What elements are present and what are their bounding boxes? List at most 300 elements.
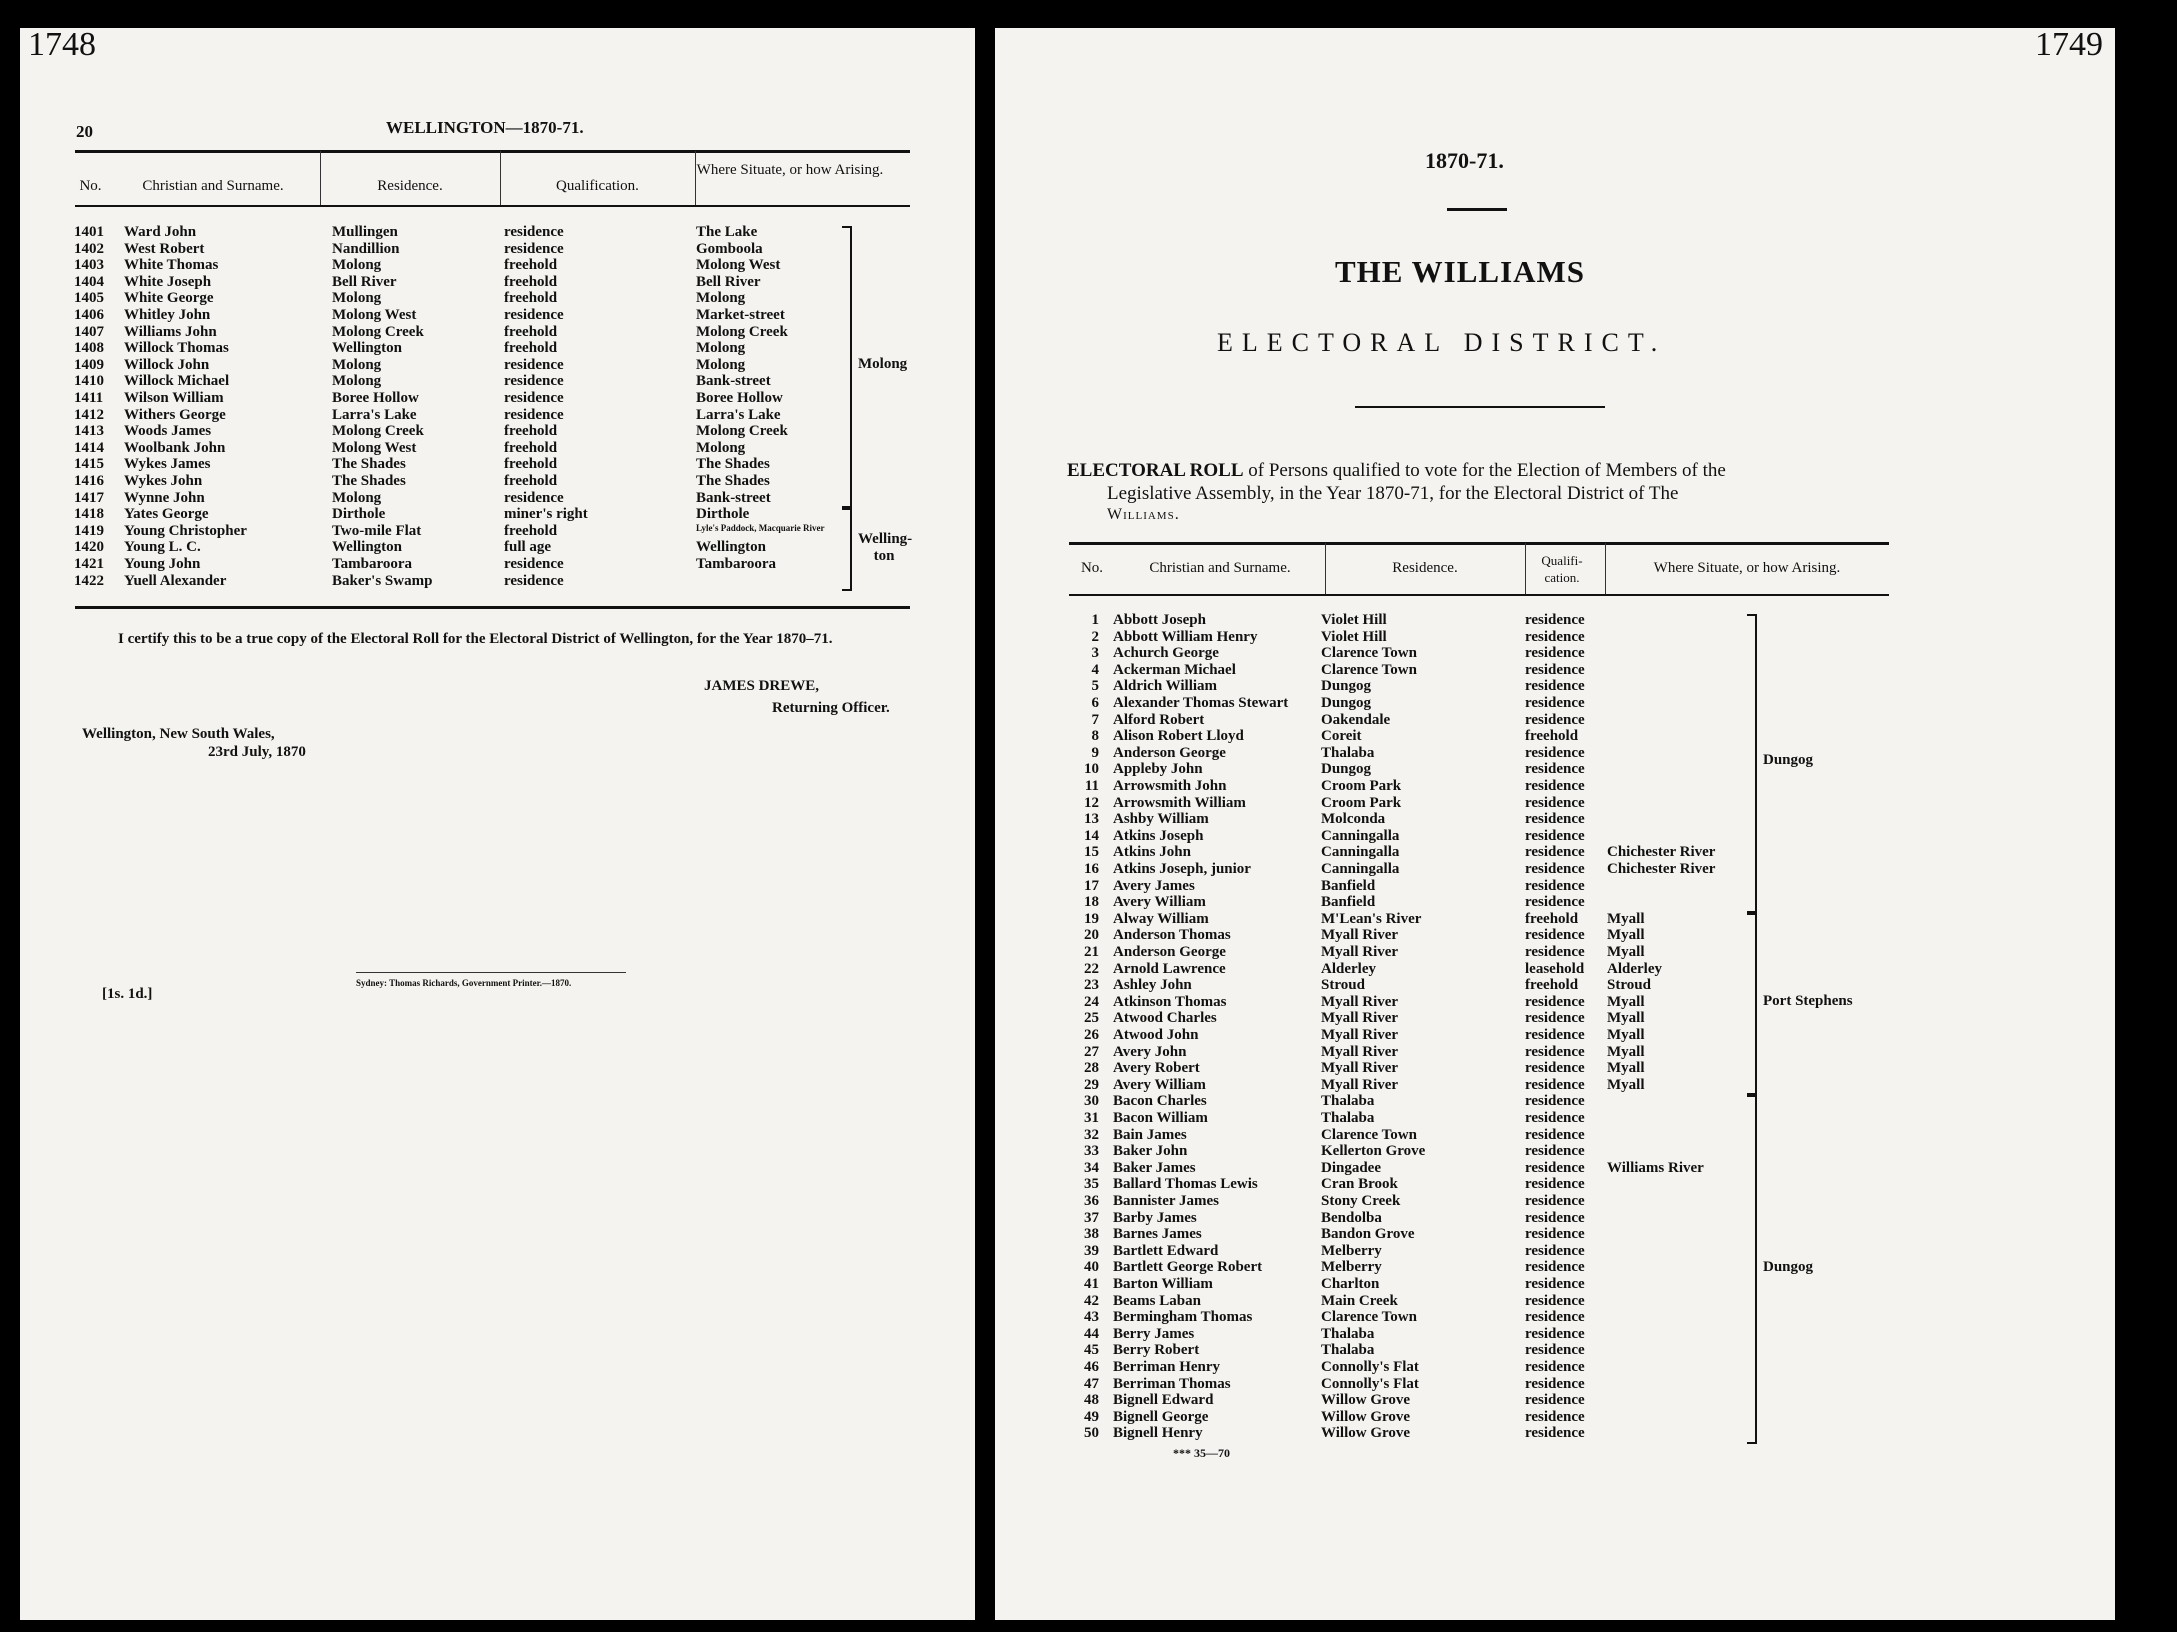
cell-no: 17	[1084, 877, 1099, 894]
table-row	[995, 1276, 2115, 1293]
cell-qual: residence	[504, 406, 564, 423]
cell-qual: residence	[1525, 612, 1585, 628]
cell-no: 41	[1084, 1276, 1099, 1292]
cell-name: Williams John	[124, 323, 217, 340]
cell-residence: Main Creek	[1321, 1292, 1398, 1309]
cell-qual: leasehold	[1525, 960, 1585, 977]
cell-residence: Kellerton Grove	[1321, 1143, 1426, 1160]
table-row	[995, 1010, 2115, 1027]
cell-name: Atwood John	[1113, 1027, 1199, 1043]
table-row	[995, 612, 2115, 629]
cell-residence: Connolly's Flat	[1321, 1375, 1419, 1392]
cell-qual: residence	[1525, 927, 1585, 944]
cell-qual: freehold	[504, 473, 558, 489]
cell-no: 39	[1084, 1242, 1099, 1259]
table-row	[995, 712, 2115, 729]
cell-qual: residence	[1525, 1060, 1585, 1077]
cell-no: 48	[1084, 1392, 1099, 1409]
cell-residence: Myall River	[1321, 944, 1399, 960]
table-top-rule	[1069, 542, 1889, 545]
group-label: Dungog	[1763, 1258, 1814, 1275]
cell-no: 2	[1091, 628, 1099, 645]
cell-residence: Willow Grove	[1321, 1392, 1411, 1409]
cell-qual: residence	[1525, 1242, 1585, 1259]
cell-name: Avery John	[1113, 1043, 1187, 1060]
intro-text	[1067, 460, 1726, 482]
table-row	[20, 390, 975, 407]
cell-residence: The Shades	[332, 456, 406, 473]
cell-name: Berriman Thomas	[1113, 1375, 1231, 1392]
cell-where: Myall	[1607, 927, 1645, 944]
cell-name: Ballard Thomas Lewis	[1113, 1176, 1258, 1193]
cell-residence: Molong West	[332, 439, 417, 456]
table-row	[995, 1392, 2115, 1409]
column-header: Christian and Surname.	[142, 178, 284, 194]
cell-name: Withers George	[124, 406, 226, 423]
cell-qual: residence	[1525, 1375, 1585, 1392]
cell-no: 40	[1084, 1259, 1099, 1276]
cell-residence: The Shades	[332, 473, 406, 489]
column-header: Christian and Surname.	[1149, 560, 1291, 576]
cell-no: 27	[1084, 1043, 1099, 1060]
cell-residence: Coreit	[1321, 728, 1362, 745]
cell-qual: residence	[1525, 993, 1585, 1010]
cell-name: Berry James	[1113, 1325, 1195, 1342]
column-divider	[320, 151, 321, 205]
cell-qual: residence	[1525, 1342, 1585, 1359]
cell-name: Bignell Henry	[1113, 1425, 1203, 1442]
cell-qual: residence	[1525, 661, 1585, 678]
cell-qual: residence	[1525, 1392, 1585, 1409]
table-row	[995, 1044, 2115, 1061]
cell-no: 11	[1084, 778, 1099, 794]
cell-residence: Banfield	[1321, 894, 1376, 911]
cell-name: Barnes James	[1113, 1226, 1202, 1243]
year-rule	[1447, 208, 1507, 211]
cell-no: 32	[1084, 1126, 1099, 1143]
roll-year: 1870-71.	[1425, 148, 1504, 173]
column-header: Where Situate, or how Arising.	[696, 162, 884, 178]
cell-qual: residence	[1525, 1126, 1585, 1143]
cell-residence: Two-mile Flat	[332, 522, 422, 539]
cell-residence: Myall River	[1321, 927, 1399, 944]
table-row	[995, 1409, 2115, 1426]
column-divider	[1525, 543, 1526, 594]
place: Wellington, New South Wales,	[82, 726, 275, 742]
group-bracket	[1747, 614, 1757, 913]
cell-name: Achurch George	[1113, 645, 1219, 662]
cell-name: Yates George	[124, 506, 209, 523]
cell-residence: Molong	[332, 373, 382, 390]
cell-where: Chichester River	[1607, 861, 1716, 877]
cell-residence: Molconda	[1321, 811, 1386, 828]
cell-name: Berriman Henry	[1113, 1359, 1221, 1375]
cell-no: 1404	[74, 273, 104, 290]
group-label: Port Stephens	[1763, 993, 1853, 1010]
cell-where: Tambaroora	[696, 556, 777, 572]
table-row	[995, 878, 2115, 895]
cell-where: Chichester River	[1607, 844, 1716, 861]
group-label: Welling-ton	[858, 530, 913, 564]
cell-no: 34	[1084, 1159, 1099, 1176]
cell-qual: residence	[1525, 827, 1585, 844]
cell-qual: residence	[504, 356, 564, 373]
cell-no: 6	[1091, 695, 1099, 711]
cell-name: Bacon William	[1113, 1110, 1208, 1126]
table-row	[20, 407, 975, 424]
cell-where: Wellington	[696, 539, 767, 556]
cell-no: 1407	[74, 323, 104, 340]
cell-qual: residence	[1525, 1143, 1585, 1160]
cell-residence: Croom Park	[1321, 778, 1402, 794]
cell-qual: residence	[1525, 877, 1585, 894]
table-row	[995, 811, 2115, 828]
cell-qual: residence	[1525, 1043, 1585, 1060]
cell-residence: Canningalla	[1321, 827, 1400, 844]
cell-name: Wykes James	[124, 456, 211, 473]
cell-where: Myall	[1607, 944, 1645, 960]
cell-qual: freehold	[1525, 977, 1579, 994]
table-row	[995, 795, 2115, 812]
column-divider	[1605, 543, 1606, 594]
cell-no: 1419	[74, 522, 104, 539]
cell-name: Woods James	[124, 423, 212, 440]
table-top-rule	[75, 150, 910, 153]
cell-no: 1414	[74, 439, 104, 456]
cell-residence: Bell River	[332, 273, 397, 290]
cell-residence: Baker's Swamp	[332, 572, 433, 589]
cell-name: Appleby John	[1113, 761, 1203, 778]
cell-residence: Myall River	[1321, 1010, 1399, 1027]
cell-name: Bartlett Edward	[1113, 1242, 1219, 1259]
cell-name: Arrowsmith John	[1113, 778, 1227, 794]
column-divider	[695, 151, 696, 205]
cell-residence: Stroud	[1321, 977, 1365, 994]
cell-name: Abbott William Henry	[1113, 628, 1258, 645]
right-page	[995, 28, 2115, 1620]
cell-name: Yuell Alexander	[124, 572, 227, 589]
cell-qual: residence	[1525, 744, 1585, 761]
cell-where: Lyle's Paddock, Macquarie River	[696, 522, 825, 533]
cell-name: Aldrich William	[1113, 678, 1218, 695]
cell-no: 12	[1084, 794, 1099, 811]
column-header: Residence.	[377, 178, 443, 194]
cell-name: West Robert	[124, 240, 205, 257]
cell-no: 1420	[74, 539, 104, 556]
cell-residence: Mullingen	[332, 224, 398, 240]
cell-residence: Dirthole	[332, 506, 386, 523]
cell-name: Bignell George	[1113, 1408, 1209, 1425]
column-header: No.	[1080, 560, 1104, 576]
cell-no: 1408	[74, 340, 104, 357]
cell-name: Anderson Thomas	[1113, 927, 1231, 944]
cell-where: Myall	[1607, 1043, 1645, 1060]
cell-no: 23	[1084, 977, 1099, 994]
cell-qual: residence	[1525, 894, 1585, 911]
cell-name: Alway William	[1113, 910, 1209, 927]
cell-name: Willock John	[124, 356, 210, 373]
table-row	[20, 506, 975, 523]
cell-name: Avery James	[1113, 877, 1195, 894]
group-bracket	[1747, 1095, 1757, 1444]
cell-qual: residence	[1525, 1159, 1585, 1176]
group-label: Dungog	[1763, 752, 1814, 769]
cell-where: Gomboola	[696, 240, 763, 257]
table-row	[995, 861, 2115, 878]
date: 23rd July, 1870	[208, 744, 306, 760]
table-row	[995, 662, 2115, 679]
cell-no: 1417	[74, 489, 104, 506]
cell-no: 1402	[74, 240, 104, 257]
cell-no: 38	[1084, 1226, 1099, 1243]
cell-qual: residence	[504, 307, 564, 323]
footer-code: *** 35—70	[1173, 1446, 1230, 1460]
table-row	[995, 1077, 2115, 1094]
table-row	[995, 1176, 2115, 1193]
cell-residence: Thalaba	[1321, 1342, 1375, 1359]
cell-residence: Violet Hill	[1321, 628, 1387, 645]
table-row	[995, 1127, 2115, 1144]
page-number: 20	[76, 122, 93, 141]
cell-residence: M'Lean's River	[1321, 910, 1422, 927]
table-row	[995, 944, 2115, 961]
cell-no: 7	[1091, 711, 1099, 728]
cell-name: Arrowsmith William	[1113, 794, 1246, 811]
table-row	[995, 1060, 2115, 1077]
cell-where: The Shades	[696, 473, 770, 489]
cell-name: Atwood Charles	[1113, 1010, 1217, 1027]
cell-name: Bartlett George Robert	[1113, 1259, 1263, 1276]
table-row	[995, 629, 2115, 646]
cell-name: Young Christopher	[124, 522, 247, 539]
cell-residence: Stony Creek	[1321, 1193, 1401, 1209]
cell-no: 46	[1084, 1359, 1099, 1375]
cell-no: 31	[1084, 1110, 1099, 1126]
cell-qual: residence	[1525, 1093, 1585, 1110]
table-row	[995, 1425, 2115, 1442]
column-header: Qualification.	[556, 178, 639, 194]
cell-name: Willock Michael	[124, 373, 230, 390]
cell-no: 19	[1084, 910, 1099, 927]
cell-qual: residence	[1525, 844, 1585, 861]
cell-name: Ashby William	[1113, 811, 1209, 828]
cell-residence: Molong	[332, 489, 382, 506]
table-bottom-rule	[75, 606, 910, 609]
cell-qual: residence	[1525, 1010, 1585, 1027]
cell-residence: Wellington	[332, 340, 403, 357]
cell-no: 47	[1084, 1375, 1099, 1392]
table-row	[995, 844, 2115, 861]
cell-where: Bell River	[696, 273, 761, 290]
table-row	[20, 539, 975, 556]
cell-name: Bacon Charles	[1113, 1093, 1207, 1110]
table-row	[995, 927, 2115, 944]
group-bracket	[1747, 913, 1757, 1096]
scan-number: 1748	[28, 26, 96, 63]
cell-name: Avery William	[1113, 1076, 1206, 1093]
cell-residence: Molong	[332, 356, 382, 373]
table-row	[20, 241, 975, 258]
cell-residence: Canningalla	[1321, 844, 1400, 861]
cell-residence: Clarence Town	[1321, 661, 1417, 678]
cell-no: 1421	[74, 556, 104, 572]
cell-residence: Myall River	[1321, 1027, 1399, 1043]
cell-where: The Lake	[696, 224, 758, 240]
cell-residence: Myall River	[1321, 993, 1399, 1010]
cell-name: Willock Thomas	[124, 340, 229, 357]
cell-where: Bank-street	[696, 489, 771, 506]
cell-name: Anderson George	[1113, 744, 1226, 761]
cell-no: 1416	[74, 473, 104, 489]
cell-no: 49	[1084, 1408, 1099, 1425]
cell-qual: residence	[1525, 695, 1585, 711]
cell-residence: Wellington	[332, 539, 403, 556]
signature-title: Returning Officer.	[772, 700, 890, 716]
intro-line-1: of Persons qualified to vote for the Election of Members of the	[1248, 460, 1726, 481]
cell-no: 29	[1084, 1076, 1099, 1093]
table-row	[995, 728, 2115, 745]
column-header: Qualifi-cation.	[1541, 553, 1583, 585]
group-label: Molong	[858, 356, 908, 373]
cell-no: 1412	[74, 406, 104, 423]
cell-no: 1405	[74, 290, 104, 307]
table-row	[995, 778, 2115, 795]
cell-no: 9	[1091, 744, 1099, 761]
cell-qual: freehold	[504, 290, 558, 307]
table-row	[20, 224, 975, 241]
cell-residence: Clarence Town	[1321, 1126, 1417, 1143]
cell-qual: residence	[1525, 811, 1585, 828]
cell-name: Beams Laban	[1113, 1292, 1201, 1309]
table-row	[20, 490, 975, 507]
table-row	[995, 1193, 2115, 1210]
cell-no: 21	[1084, 944, 1099, 960]
cell-name: Young L. C.	[124, 539, 201, 556]
cell-residence: Myall River	[1321, 1043, 1399, 1060]
header-rule	[75, 205, 910, 207]
cell-name: Barby James	[1113, 1209, 1197, 1226]
cell-no: 44	[1084, 1325, 1099, 1342]
cell-residence: Willow Grove	[1321, 1408, 1411, 1425]
cell-no: 1403	[74, 257, 104, 274]
cell-qual: residence	[1525, 1292, 1585, 1309]
table-row	[995, 1226, 2115, 1243]
cell-qual: residence	[1525, 861, 1585, 877]
cell-no: 14	[1084, 827, 1099, 844]
table-row	[20, 456, 975, 473]
cell-no: 22	[1084, 960, 1099, 977]
table-row	[20, 340, 975, 357]
cell-residence: Myall River	[1321, 1060, 1399, 1077]
table-row	[995, 961, 2115, 978]
cell-where: Myall	[1607, 1060, 1645, 1077]
cell-no: 33	[1084, 1143, 1099, 1160]
cell-residence: Molong Creek	[332, 423, 424, 440]
cell-no: 50	[1084, 1425, 1099, 1442]
cell-residence: Cran Brook	[1321, 1176, 1398, 1193]
column-divider	[500, 151, 501, 205]
price: [1s. 1d.]	[102, 986, 153, 1002]
cell-residence: Canningalla	[1321, 861, 1400, 877]
table-row	[995, 894, 2115, 911]
cell-where: Molong Creek	[696, 323, 788, 340]
cell-no: 26	[1084, 1027, 1099, 1043]
cell-name: Arnold Lawrence	[1113, 960, 1226, 977]
cell-name: Ackerman Michael	[1113, 661, 1236, 678]
cell-qual: freehold	[504, 439, 558, 456]
cell-residence: Clarence Town	[1321, 645, 1417, 662]
left-page	[20, 28, 975, 1620]
cell-qual: freehold	[504, 423, 558, 440]
cell-residence: Willow Grove	[1321, 1425, 1411, 1442]
cell-qual: freehold	[1525, 728, 1579, 745]
cell-no: 35	[1084, 1176, 1099, 1193]
cell-no: 1409	[74, 356, 104, 373]
cell-where: Larra's Lake	[696, 406, 781, 423]
table-row	[995, 1243, 2115, 1260]
printer-rule	[356, 972, 626, 973]
table-row	[995, 1342, 2115, 1359]
cell-no: 45	[1084, 1342, 1099, 1359]
cell-name: Avery Robert	[1113, 1060, 1200, 1077]
cell-name: Berry Robert	[1113, 1342, 1200, 1359]
cell-residence: Molong	[332, 257, 382, 274]
cell-name: Alexander Thomas Stewart	[1113, 695, 1289, 711]
cell-where: Myall	[1607, 1027, 1645, 1043]
table-row	[20, 473, 975, 490]
cell-name: Abbott Joseph	[1113, 612, 1206, 628]
cell-where: Williams River	[1607, 1159, 1704, 1176]
cell-qual: residence	[1525, 1209, 1585, 1226]
table-row	[20, 373, 975, 390]
cell-qual: residence	[1525, 944, 1585, 960]
table-row	[995, 1110, 2115, 1127]
cell-qual: freehold	[504, 273, 558, 290]
cell-residence: Boree Hollow	[332, 390, 419, 406]
table-row	[995, 1143, 2115, 1160]
cell-residence: Oakendale	[1321, 711, 1391, 728]
cell-qual: residence	[1525, 711, 1585, 728]
cell-no: 18	[1084, 894, 1099, 911]
table-row	[995, 695, 2115, 712]
cell-qual: residence	[504, 572, 564, 589]
column-divider	[1325, 543, 1326, 594]
cell-where: Myall	[1607, 1010, 1645, 1027]
cell-qual: residence	[504, 240, 564, 257]
cell-name: Ashley John	[1113, 977, 1192, 994]
cell-qual: residence	[1525, 1193, 1585, 1209]
cell-no: 1411	[74, 390, 104, 406]
cell-no: 8	[1091, 728, 1099, 745]
cell-residence: Molong	[332, 290, 382, 307]
cell-where: Boree Hollow	[696, 390, 783, 406]
cell-no: 1410	[74, 373, 104, 390]
table-row	[20, 257, 975, 274]
table-row	[995, 1093, 2115, 1110]
cell-residence: Dungog	[1321, 678, 1372, 695]
scan-number: 1749	[2035, 26, 2103, 63]
table-row	[995, 1326, 2115, 1343]
cell-qual: residence	[1525, 1359, 1585, 1375]
cell-residence: Violet Hill	[1321, 612, 1387, 628]
cell-name: Bannister James	[1113, 1193, 1219, 1209]
cell-qual: residence	[1525, 794, 1585, 811]
cell-qual: residence	[1525, 1076, 1585, 1093]
cell-name: Bermingham Thomas	[1113, 1309, 1253, 1326]
certificate-text: I certify this to be a true copy of the Electoral Roll for the Electoral District of Wellington, for the Year 1870–71.	[118, 631, 833, 647]
cell-where: Dirthole	[696, 506, 750, 523]
table-row	[20, 556, 975, 573]
